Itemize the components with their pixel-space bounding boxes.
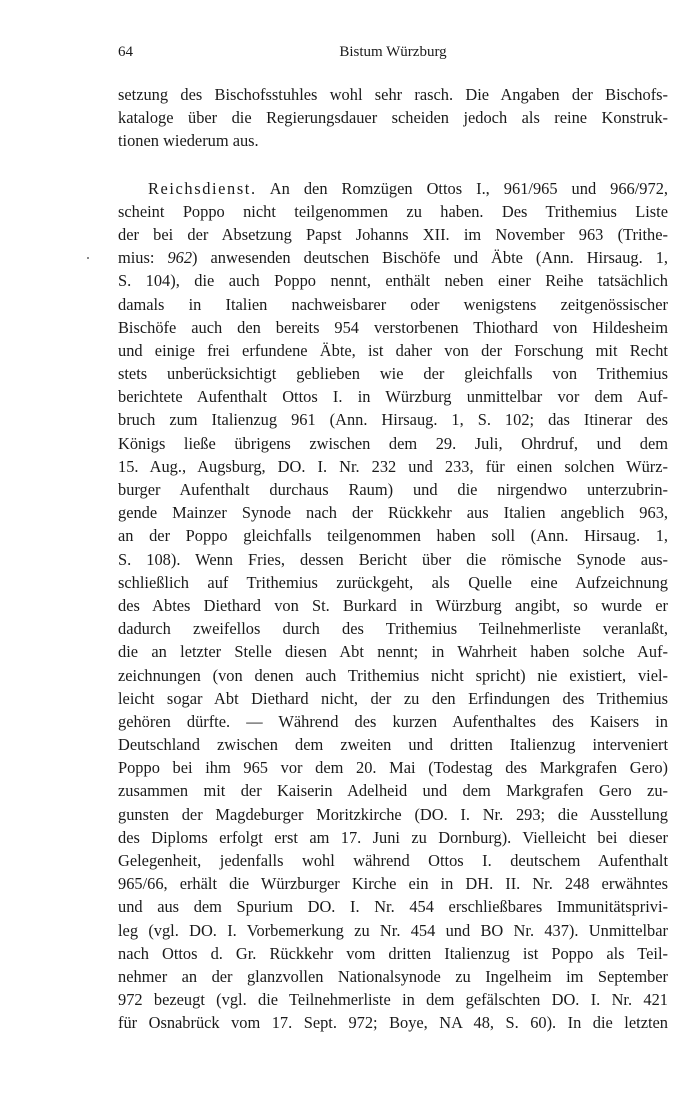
text-line: kataloge über die Regierungsdauer scheiden jedoch als reine Konstruk- [118,108,668,128]
text-line [118,177,668,200]
text-fragment: ) anwesenden deutschen Bischöfe und Äbte (Ann. Hirsaug. 1, [192,248,668,268]
text-line: gehören dürfte. — Während des kurzen Aufenthaltes des Kaisers in [118,711,668,731]
text-line: leicht sogar Abt Diethard nicht, der zu den Erfindungen des Trithemius [118,688,668,708]
text-line: berichtete Aufenthalt Ottos I. in Würzburg unmittelbar vor dem Auf- [118,387,668,407]
text-line: nehmer an der glanzvollen Nationalsynode zu Ingelheim im September [118,966,668,986]
text-line: gende Mainzer Synode nach der Rückkehr aus Italien angeblich 963, [118,503,668,523]
text-fragment: An den Romzügen Ottos I., 961/965 und 966/972, [269,178,668,198]
text-line: Bischöfe auch den bereits 954 verstorbenen Thiothard von Hildesheim [118,317,668,337]
text-line: S. 108). Wenn Fries, dessen Bericht über die römische Synode aus- [118,549,668,569]
page-header [118,44,668,68]
text-line: scheint Poppo nicht teilgenommen zu haben. Des Trithemius Liste [118,201,668,221]
text-line: 965/66, erhält die Würzburger Kirche ein in DH. II. Nr. 248 erwähntes [118,874,668,894]
text-line: des Diploms erfolgt erst am 17. Juni zu Dornburg). Vielleicht bei dieser [118,827,668,847]
text-line: an der Poppo gleichfalls teilgenommen haben soll (Ann. Hirsaug. 1, [118,526,668,546]
text-line: schließlich auf Trithemius zurückgeht, als Quelle eine Aufzeichnung [118,572,668,592]
paragraph-reichsdienst [118,177,668,1035]
text-line: Poppo bei ihm 965 vor dem 20. Mai (Todestag des Markgrafen Gero) [118,758,668,778]
text-fragment: mius: [118,248,155,268]
text-line: nach Ottos d. Gr. Rückkehr vom dritten Italienzug ist Poppo als Teil- [118,943,668,963]
text-line: bruch zum Italienzug 961 (Ann. Hirsaug. 1, S. 102; das Itinerar des [118,410,668,430]
text-line: Königs ließe übrigens zwischen dem 29. Juli, Ohrdruf, und dem [118,433,668,453]
text-line: zeichnungen (von denen auch Trithemius nicht spricht) nie existiert, viel- [118,665,668,685]
text-line: Deutschland zwischen dem zweiten und dritten Italienzug interveniert [118,735,668,755]
text-line: des Abtes Diethard von St. Burkard in Würzburg angibt, so wurde er [118,595,668,615]
section-keyword: Reichsdienst. [148,178,257,198]
text-line: leg (vgl. DO. I. Vorbemerkung zu Nr. 454 und BO Nr. 437). Unmittelbar [118,920,668,940]
page-number: 64 [118,44,133,60]
text-line: der bei der Absetzung Papst Johanns XII. im November 963 (Trithe- [118,224,668,244]
text-line: damals in Italien nachweisbarer oder wenigstens zeitgenössischer [118,294,668,314]
text-line: dadurch zweifellos durch des Trithemius Teilnehmerliste veranlaßt, [118,619,668,639]
text-line: tionen wiederum aus. [118,131,259,151]
paragraph-1 [118,83,668,153]
margin-mark [87,257,89,259]
book-page [118,44,668,1035]
text-line: die an letzter Stelle diesen Abt nennt; in Wahrheit haben solche Auf- [118,642,668,662]
text-line: 15. Aug., Augsburg, DO. I. Nr. 232 und 233, für einen solchen Würz- [118,456,668,476]
italic-reference: 962 [167,248,193,268]
text-line: burger Aufenthalt durchaus Raum) und die nirgendwo unterzubrin- [118,480,668,499]
text-line: 972 bezeugt (vgl. die Teilnehmerliste in dem gefälschten DO. I. Nr. 421 [118,990,668,1010]
text-line [118,246,668,269]
text-line: S. 104), die auch Poppo nennt, enthält neben einer Reihe tatsächlich [118,271,668,291]
text-line: stets unberücksichtigt geblieben wie der gleichfalls von Trithemius [118,364,668,384]
text-line: zusammen mit der Kaiserin Adelheid und dem Markgrafen Gero zu- [118,781,668,801]
text-line: und aus dem Spurium DO. I. Nr. 454 erschließbares Immunitätsprivi- [118,897,668,917]
text-line: gunsten der Magdeburger Moritzkirche (DO. I. Nr. 293; die Ausstellung [118,804,668,824]
running-title: Bistum Würzburg [339,44,447,60]
text-line: setzung des Bischofsstuhles wohl sehr rasch. Die Angaben der Bischofs- [118,85,668,104]
text-line: für Osnabrück vom 17. Sept. 972; Boye, NA 48, S. 60). In die letzten [118,1013,668,1033]
text-line: Gelegenheit, jedenfalls wohl während Ottos I. deutschem Aufenthalt [118,851,668,870]
text-line: und einige frei erfundene Äbte, ist daher von der Forschung mit Recht [118,340,668,360]
